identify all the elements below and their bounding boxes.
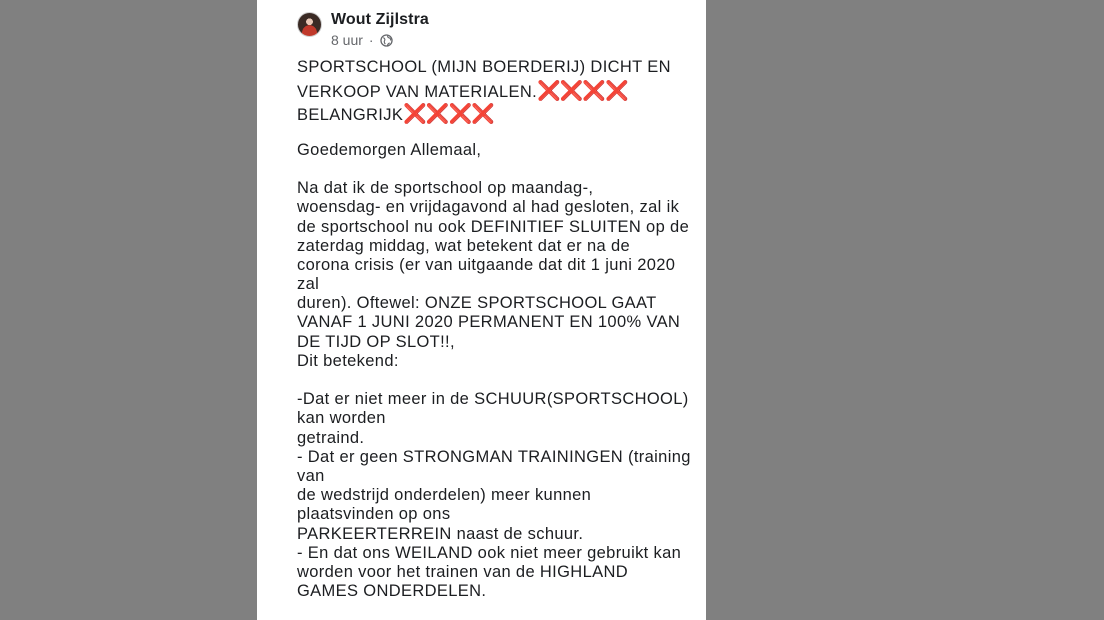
post-text-line: corona crisis (er van uitgaande dat dit 1 juni 2020 [297, 255, 676, 274]
post-text-line: zal [297, 275, 320, 294]
post-text-line: Na dat ik de sportschool op maandag-, [297, 179, 594, 198]
post-heading-line [297, 80, 697, 104]
post-text-line: getraind. [297, 428, 365, 447]
post-text-line: Goedemorgen Allemaal, [297, 140, 482, 159]
cross-mark-emoji: ❌❌❌❌ [537, 80, 628, 102]
post-text-line: plaatsvinden op ons [297, 505, 451, 524]
post-text-line: PARKEERTERREIN naast de schuur. [297, 524, 584, 543]
globe-icon [380, 34, 393, 47]
post-text-line: Dit betekend: [297, 351, 399, 370]
post-heading-line [297, 103, 697, 127]
post-body [297, 56, 697, 601]
author-name[interactable]: Wout Zijlstra [331, 11, 429, 28]
meta-separator: · [368, 32, 374, 48]
heading-text: VERKOOP VAN MATERIALEN. [297, 82, 538, 101]
post-text-line: de sportschool nu ook DEFINITIEF SLUITEN op de [297, 217, 690, 236]
post-text-line: DE TIJD OP SLOT!!, [297, 332, 455, 351]
post-meta [331, 32, 393, 48]
post-text-line: VANAF 1 JUNI 2020 PERMANENT EN 100% VAN [297, 313, 681, 332]
post-text-line: - Dat er geen STRONGMAN TRAININGEN (training [297, 447, 691, 466]
post-text-line: -Dat er niet meer in de SCHUUR(SPORTSCHOOL) [297, 390, 689, 409]
author-avatar[interactable] [297, 12, 322, 37]
heading-text: BELANGRIJK [297, 106, 404, 125]
post-text-line: de wedstrijd onderdelen) meer kunnen [297, 486, 592, 505]
post-timestamp[interactable]: 8 uur [331, 32, 363, 48]
post-heading-line: SPORTSCHOOL (MIJN BOERDERIJ) DICHT EN [297, 58, 671, 76]
post-text-line: van [297, 466, 325, 485]
post-text-line: worden voor het trainen van de HIGHLAND [297, 562, 628, 581]
paragraph-gap [297, 371, 697, 390]
post-text [297, 141, 697, 602]
post-text-line: woensdag- en vrijdagavond al had gesloten, zal ik [297, 198, 680, 217]
cross-mark-emoji: ❌❌❌❌ [403, 104, 494, 126]
post-text-line: GAMES ONDERDELEN. [297, 582, 487, 601]
paragraph-gap [297, 160, 697, 179]
post-text-line: duren). Oftewel: ONZE SPORTSCHOOL GAAT [297, 294, 657, 313]
post-text-line: - En dat ons WEILAND ook niet meer gebruikt kan [297, 543, 682, 562]
post-text-line: kan worden [297, 409, 386, 428]
facebook-post-card [257, 0, 706, 620]
post-text-line: zaterdag middag, wat betekent dat er na de [297, 236, 630, 255]
